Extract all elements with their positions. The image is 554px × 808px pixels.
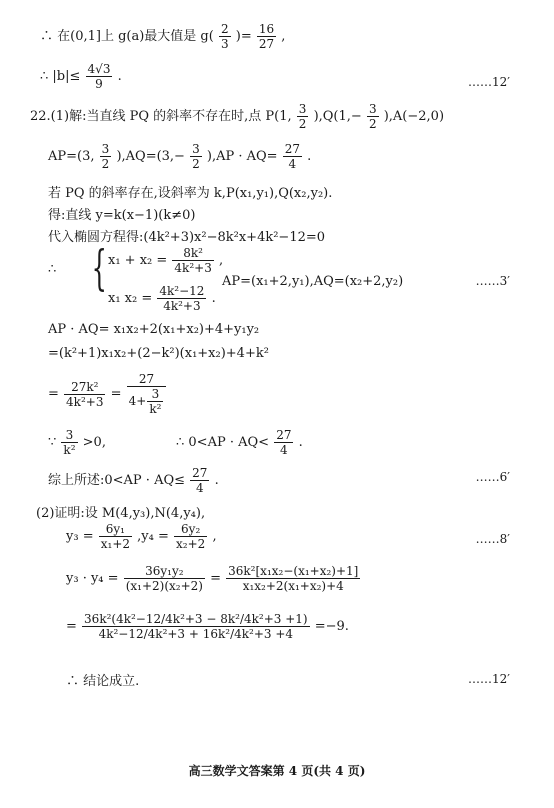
line-equation: 得:直线 y=k(x−1)(k≠0): [48, 208, 196, 223]
text: .: [117, 69, 122, 84]
fraction-numerator: 27: [127, 372, 167, 387]
fraction-denominator: 9: [95, 77, 103, 91]
fraction-numerator: 2: [220, 22, 229, 36]
text: =−9.: [314, 619, 349, 634]
score-mark: ……3′: [475, 274, 510, 288]
fraction-denominator: 4: [195, 481, 204, 495]
fraction-numerator: 36y₁y₂: [124, 564, 205, 579]
text: ,y₄ =: [137, 529, 169, 544]
fraction-denominator: 27: [258, 37, 275, 51]
fraction: [190, 466, 209, 495]
fraction: [127, 372, 167, 416]
fraction-denominator: 2: [192, 157, 200, 171]
fraction-denominator: 4k²+3: [66, 394, 104, 409]
fraction-numerator: 36k²(4k²−12/4k²+3 − 8k²/4k²+3 +1): [84, 612, 308, 626]
vector-coords: AP=(x₁+2,y₁),AQ=(x₂+2,y₂): [222, 274, 404, 289]
text: ∴ 在(0,1]上 g(a)最大值是 g(: [40, 29, 214, 44]
text: ∴ 0<AP · AQ<: [176, 435, 270, 450]
score-mark: ……12′: [468, 75, 510, 89]
brace-icon: {: [91, 240, 107, 296]
fraction-numerator: 3: [61, 428, 77, 443]
page-footer: 高三数学文答案第 4 页(共 4 页): [188, 764, 366, 778]
system-eq-2: x₁ x₂ = $\frac{\text{4k²−12}}{\text{4k²+3}}$ .: [108, 284, 216, 313]
fraction-denominator: 4k²+3: [174, 261, 212, 275]
text: ∵: [48, 435, 57, 450]
fraction-numerator: 27: [276, 428, 292, 442]
text: ),A(−2,0): [383, 109, 445, 124]
text: 综上所述:0<AP · AQ≤: [48, 473, 186, 488]
fraction: [147, 387, 163, 416]
text: =: [210, 571, 221, 586]
text: =: [110, 386, 122, 402]
text: =: [66, 619, 77, 634]
fraction: [226, 564, 360, 593]
fraction-numerator: 3: [298, 102, 307, 116]
conclusion-line: ∴ 结论成立.: [66, 674, 140, 689]
text: ,: [212, 529, 217, 544]
fraction: [124, 564, 205, 593]
text: .: [298, 435, 303, 450]
fraction-denominator: (x₁+2)(x₂+2): [125, 579, 203, 593]
fraction-numerator: 6y₁: [99, 522, 132, 537]
fraction-denominator: k²: [149, 402, 162, 416]
therefore-symbol: ∴: [48, 262, 57, 277]
fraction-numerator: 27k²: [64, 380, 105, 395]
substitution-line: 代入椭圆方程得:(4k²+3)x²−8k²x+4k²−12=0: [48, 230, 326, 245]
text: =: [48, 386, 59, 402]
fraction: [99, 522, 132, 551]
fraction-numerator: 4√3: [87, 62, 111, 76]
fraction: [82, 612, 310, 641]
fraction-numerator: 27: [284, 142, 300, 156]
question-22-line: [30, 102, 444, 131]
dot-product-3: [48, 372, 167, 416]
fraction: [283, 142, 302, 171]
fraction: [297, 102, 309, 131]
fraction-denominator: 2: [101, 157, 110, 171]
text: y₃ · y₄ =: [66, 571, 119, 586]
fraction-numerator: 4k²−12: [159, 284, 205, 298]
because-line: [48, 428, 106, 457]
fraction-denominator: 4: [288, 157, 297, 171]
score-mark: ……6′: [475, 470, 510, 484]
fraction-denominator: k²: [63, 443, 76, 457]
text: y₃ =: [66, 529, 94, 544]
text: .: [214, 473, 219, 488]
fraction: [367, 102, 379, 131]
fraction-denominator: 2: [368, 117, 377, 131]
fraction-denominator: x₁x₂+2(x₁+x₂)+4: [242, 579, 344, 593]
vector-line: [48, 142, 311, 171]
y3-y4-line: [66, 522, 217, 551]
summary-line: [48, 466, 219, 495]
slope-line: 若 PQ 的斜率存在,设斜率为 k,P(x₁,y₁),Q(x₂,y₂).: [48, 186, 333, 201]
score-mark: ……8′: [475, 532, 510, 546]
fraction-numerator: 3: [192, 142, 200, 156]
fraction-numerator: 3: [101, 142, 110, 156]
dot-product-2: =(k²+1)x₁x₂+(2−k²)(x₁+x₂)+4+k²: [48, 346, 269, 361]
text: x₁ x₂ =: [108, 291, 153, 306]
therefore-line: [176, 428, 303, 457]
fraction-numerator: 6y₂: [174, 522, 207, 537]
text: ),Q(1,−: [313, 109, 362, 124]
fraction-denominator: 4: [280, 443, 288, 457]
fraction-denominator: 2: [298, 117, 307, 131]
text: ),AQ=(3,−: [116, 149, 185, 164]
fraction-numerator: 16: [258, 22, 275, 36]
fraction: [190, 142, 202, 171]
fraction-numerator: 8k²: [172, 246, 213, 261]
b-bound-line: [40, 62, 122, 91]
fraction-denominator: [127, 387, 167, 416]
fraction: [219, 22, 231, 51]
text: >0,: [82, 435, 106, 450]
text: ∴ |b|≤: [40, 69, 81, 84]
fraction-numerator: 3: [368, 102, 377, 116]
fraction-denominator: x₂+2: [176, 537, 206, 551]
fraction: [157, 284, 206, 313]
fraction: [174, 522, 207, 551]
dot-product-1: AP · AQ= x₁x₂+2(x₁+x₂)+4+y₁y₂: [48, 322, 260, 337]
fraction-denominator: 4k²−12/4k²+3 + 16k²/4k²+3 +4: [98, 627, 294, 641]
text: )=: [235, 29, 252, 44]
fraction-numerator: 36k²[x₁x₂−(x₁+x₂)+1]: [228, 564, 359, 578]
fraction-denominator: 4k²+3: [163, 299, 201, 313]
text: AP=(3,: [48, 149, 95, 164]
product-line: [66, 564, 361, 593]
max-value-line: [40, 22, 285, 51]
fraction: [257, 22, 276, 51]
text: 22.(1)解:当直线 PQ 的斜率不存在时,点 P(1,: [30, 109, 292, 124]
text: ),AP · AQ=: [206, 149, 278, 164]
fraction: [172, 246, 213, 275]
text: x₁ + x₂ =: [108, 253, 168, 268]
part-2-line: (2)证明:设 M(4,y₃),N(4,y₄),: [36, 506, 206, 521]
score-mark: ……12′: [468, 672, 510, 686]
fraction-denominator: 3: [220, 37, 229, 51]
text: 4+: [128, 394, 147, 408]
fraction: [274, 428, 293, 457]
fraction: [61, 428, 77, 457]
text: .: [307, 149, 312, 164]
fraction-denominator: x₁+2: [100, 537, 131, 551]
final-computation: [66, 612, 349, 641]
fraction-numerator: 3: [147, 387, 163, 402]
text: ,: [281, 29, 286, 44]
system-eq-1: x₁ + x₂ = $\frac{\text{8k²}}{\text{4k²+3}}$ ,: [108, 246, 224, 275]
fraction-numerator: 27: [192, 466, 208, 480]
fraction: [64, 380, 105, 409]
fraction: [100, 142, 112, 171]
fraction: [86, 62, 113, 91]
